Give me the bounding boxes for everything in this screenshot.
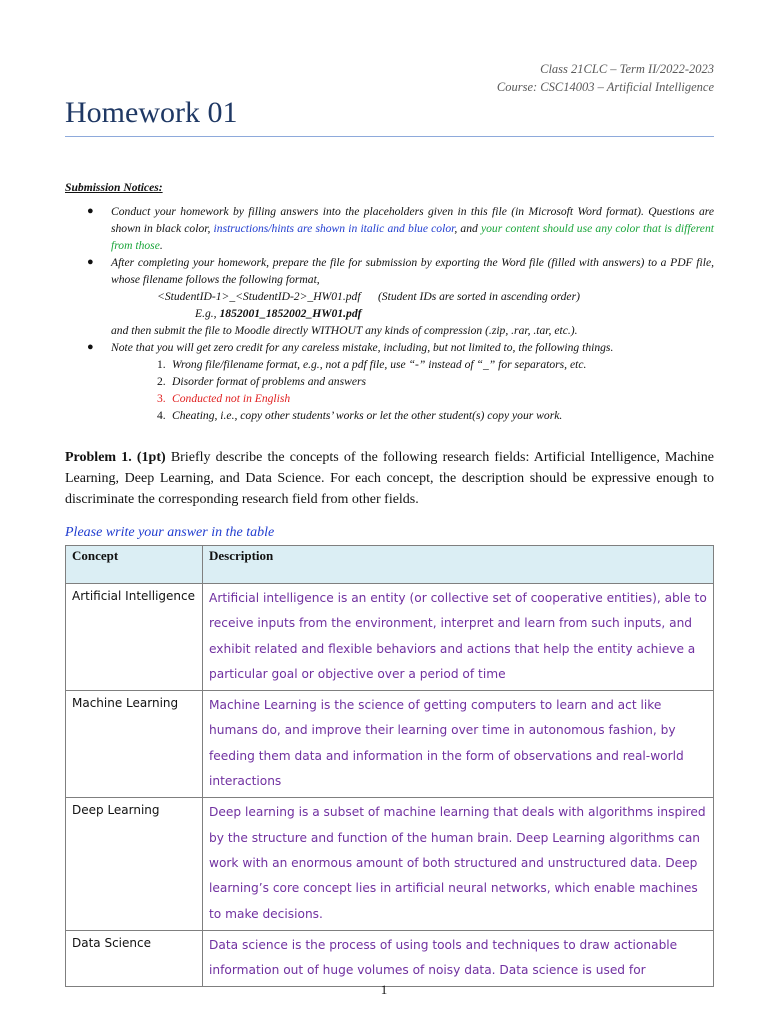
concept-cell: Artificial Intelligence	[66, 584, 203, 691]
description-cell[interactable]: Artificial intelligence is an entity (or collective set of cooperative entities), able to receive inputs from the environment, interpret and learn from such inputs, and exhibit related and flexible behaviors and actions that help the entity achieve a particular goal or objective over a period of time	[203, 584, 714, 691]
table-row	[66, 798, 714, 930]
page-title: Homework 01	[65, 96, 238, 129]
list-number: 3.	[157, 392, 166, 405]
description-cell[interactable]: Machine Learning is the science of getting computers to learn and act like humans do, and improve their learning over time in autonomous fashion, by feeding them data and information in the form of observations and real-world interactions	[203, 691, 714, 798]
list-number: 2.	[157, 375, 166, 388]
list-item	[157, 407, 714, 424]
concept-cell: Data Science	[66, 930, 203, 987]
class-line: Class 21CLC – Term II/2022-2023	[540, 62, 714, 76]
bullet-icon: ●	[87, 256, 94, 268]
submit-instruction: and then submit the file to Moodle directly WITHOUT any kinds of compression (.zip, .rar, .tar, etc.).	[111, 324, 578, 337]
notice-text: Note that you will get zero credit for any careless mistake, including, but not limited to, the following things.	[111, 341, 614, 354]
bullet-icon: ●	[87, 341, 94, 353]
list-item	[157, 356, 714, 373]
concept-cell: Machine Learning	[66, 691, 203, 798]
example-filename: 1852001_1852002_HW01.pdf	[219, 307, 362, 320]
list-number: 1.	[157, 358, 166, 371]
title-divider	[65, 136, 714, 137]
notice-text: Conduct your homework by filling answers into the placeholders given in this file (in Microsoft Word format). Questions are shown in black color,	[111, 205, 714, 235]
list-item-text: Conducted not in English	[172, 392, 291, 405]
mistake-list	[65, 356, 714, 424]
notice-green-text: your content should use any color that is different from those	[111, 222, 714, 252]
column-header-description: Description	[203, 546, 714, 584]
table-row	[66, 691, 714, 798]
list-item-text: Disorder format of problems and answers	[172, 375, 366, 388]
notice-bullet-1	[65, 203, 714, 254]
page-number: 1	[380, 982, 388, 997]
filename-example	[65, 305, 714, 322]
document-header	[497, 60, 714, 96]
description-cell[interactable]: Data science is the process of using tools and techniques to draw actionable information out of huge volumes of noisy data. Data science is used for	[203, 930, 714, 987]
table-header-row	[66, 546, 714, 584]
column-header-concept: Concept	[66, 546, 203, 584]
answer-hint: Please write your answer in the table	[65, 525, 275, 540]
bullet-icon: ●	[87, 205, 94, 217]
filename-format-text: <StudentID-1>_<StudentID-2>_HW01.pdf (Student IDs are sorted in ascending order)	[157, 290, 580, 303]
concept-cell: Deep Learning	[66, 798, 203, 930]
notices-heading: Submission Notices:	[65, 181, 163, 194]
answer-table	[65, 545, 714, 987]
list-item	[157, 390, 714, 407]
problem-text: Briefly describe the concepts of the following research fields: Artificial Intelligence, Machine Learning, Deep Learning, and Data Science. For each concept, the description should be expressive enough to discriminate the corresponding research field from other fields.	[65, 450, 714, 507]
example-prefix: E.g.,	[195, 307, 220, 320]
table-row	[66, 930, 714, 987]
problem-label: Problem 1. (1pt)	[65, 450, 166, 465]
notice-text: , and	[454, 222, 481, 235]
problem-1	[65, 447, 714, 510]
course-line: Course: CSC14003 – Artificial Intelligence	[496, 80, 714, 94]
notice-bullet-3	[65, 339, 714, 356]
filename-format	[65, 288, 714, 305]
list-item-text: Wrong file/filename format, e.g., not a pdf file, use “-” instead of “_” for separators, etc.	[172, 358, 587, 371]
list-item	[157, 373, 714, 390]
list-number: 4.	[157, 409, 166, 422]
notice-text: After completing your homework, prepare the file for submission by exporting the Word file (filled with answers) to a PDF file, whose filename follows the following format,	[111, 256, 714, 286]
table-row	[66, 584, 714, 691]
notice-blue-text: instructions/hints are shown in italic and blue color	[213, 222, 455, 235]
submission-notices	[65, 179, 714, 424]
description-cell[interactable]: Deep learning is a subset of machine learning that deals with algorithms inspired by the structure and function of the human brain. Deep Learning algorithms can work with an enormous amount of both structured and unstructured data. Deep learning’s core concept lies in artificial neural networks, which enable machines to make decisions.	[203, 798, 714, 930]
notice-text: .	[159, 239, 163, 252]
list-item-text: Cheating, i.e., copy other students’ works or let the other student(s) copy your work.	[172, 409, 563, 422]
notice-bullet-2	[65, 254, 714, 288]
